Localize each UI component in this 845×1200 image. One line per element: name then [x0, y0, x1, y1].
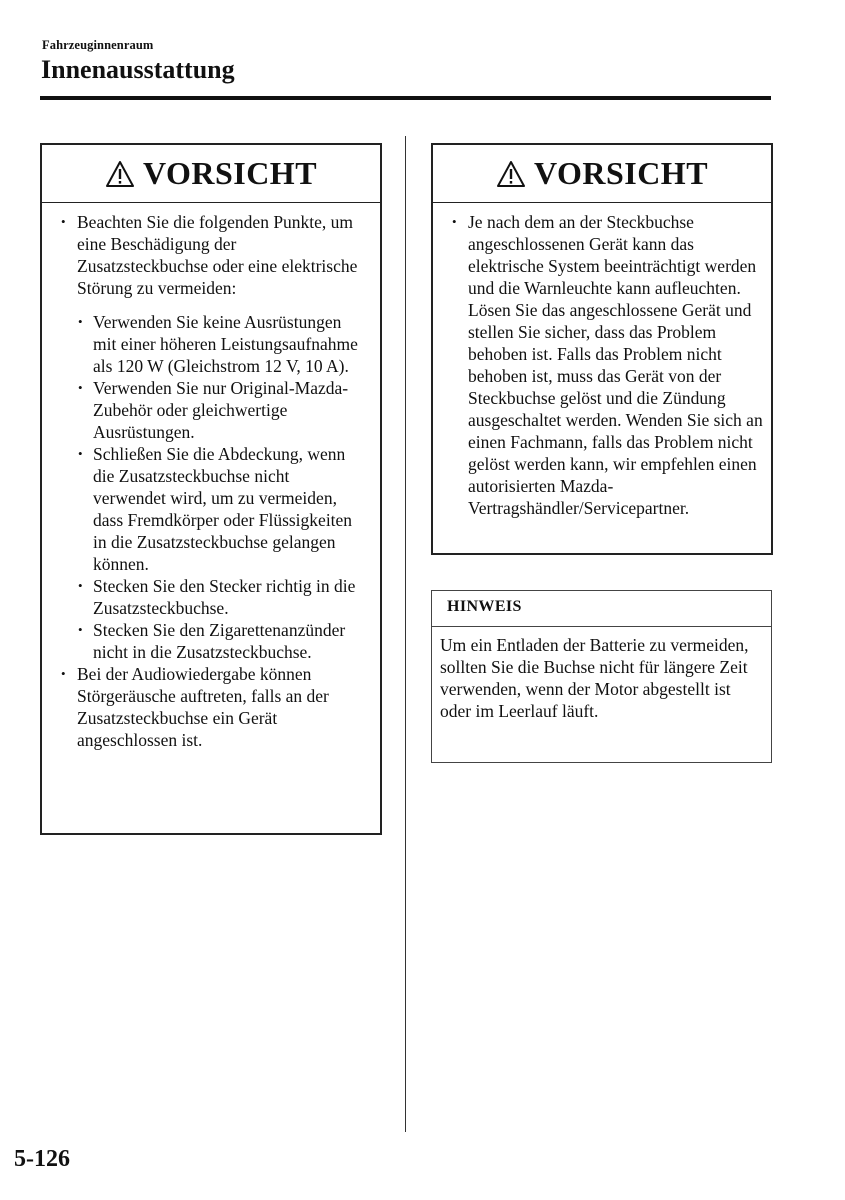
warning-triangle-icon [105, 160, 135, 188]
list-item [60, 211, 366, 663]
column-divider [405, 136, 406, 1132]
note-text: Um ein Entladen der Batterie zu vermeiden, sollten Sie die Buchse nicht für längere Zeit verwenden, wenn der Motor abgestellt ist oder im Leerlauf läuft. [440, 635, 749, 721]
sub-list-item: • Schließen Sie die Abdeckung, wenn die Zusatzsteckbuchse nicht verwendet wird, um zu vermeiden, dass Fremdkörper oder Flüssigkeiten in die Zusatzsteckbuchse gelangen können. [77, 443, 366, 575]
warning-triangle-icon [496, 160, 526, 188]
caution-header [433, 145, 771, 203]
page-number: 5-126 [14, 1146, 70, 1172]
section-label: Fahrzeuginnenraum [42, 38, 154, 52]
note-heading: HINWEIS [432, 591, 771, 627]
caution-box-right [431, 143, 773, 555]
list-item: • Je nach dem an der Steckbuchse angeschlossenen Gerät kann das elektrische System beeinträchtigt werden und die Warnleuchte kann aufleuchten. Lösen Sie das angeschlossene Gerät und stellen Sie sicher, dass das Problem behoben ist. Falls das Problem nicht behoben ist, muss das Gerät von der Steckbuchse gelöst und die Zündung ausgeschaltet werden. Wenden Sie sich an einen Fachmann, falls das Problem nicht gelöst werden kann, wir empfehlen einen autorisierten Mazda-Vertragshändler/Servicepartner. [451, 211, 763, 519]
list-item: • Bei der Audiowiedergabe können Störgeräusche auftreten, falls an der Zusatzsteckbuchse ein Gerät angeschlossen ist. [60, 663, 366, 751]
note-box [431, 590, 772, 763]
header-rule [40, 96, 771, 100]
sub-list-item: • Stecken Sie den Zigarettenanzünder nicht in die Zusatzsteckbuchse. [77, 619, 366, 663]
sub-list-item: • Stecken Sie den Stecker richtig in die Zusatzsteckbuchse. [77, 575, 366, 619]
caution-body [433, 203, 771, 529]
caution-heading: VORSICHT [533, 155, 709, 191]
caution-header [42, 145, 380, 203]
sub-list-item: • Verwenden Sie keine Ausrüstungen mit einer höheren Leistungsaufnahme als 120 W (Gleichstrom 12 V, 10 A). [77, 311, 366, 377]
caution-heading: VORSICHT [142, 155, 318, 191]
list-item-text: Beachten Sie die folgenden Punkte, um eine Beschädigung der Zusatzsteckbuchse oder eine elektrische Störung zu vermeiden: [77, 212, 358, 298]
sub-list-item: • Verwenden Sie nur Original-Mazda-Zubehör oder gleichwertige Ausrüstungen. [77, 377, 366, 443]
caution-box-left [40, 143, 382, 835]
page-title: Innenausstattung [41, 55, 235, 84]
caution-body [42, 203, 380, 761]
